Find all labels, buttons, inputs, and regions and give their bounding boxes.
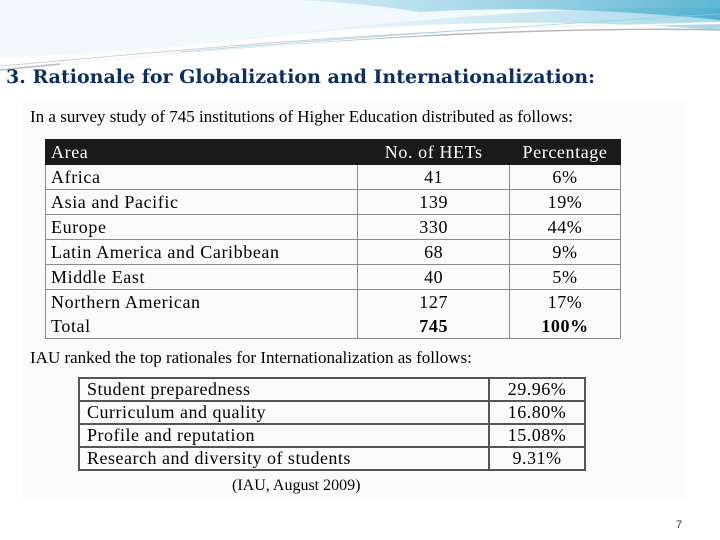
rationale-percentage-cell: 15.08% <box>489 424 585 447</box>
percentage-cell: 44% <box>510 215 621 240</box>
table-row <box>46 265 621 290</box>
hets-cell: 40 <box>358 265 510 290</box>
rationale-percentage-cell: 9.31% <box>489 447 585 470</box>
total-label: Total <box>46 314 358 339</box>
slide-title: 3. Rationale for Globalization and Internationalization: <box>6 66 596 88</box>
percentage-cell: 17% <box>510 290 621 315</box>
area-cell: Latin America and Caribbean <box>46 240 358 265</box>
survey-intro-text: In a survey study of 745 institutions of Higher Education distributed as follows: <box>30 107 573 126</box>
percentage-cell: 6% <box>510 165 621 190</box>
decorative-banner <box>0 0 720 75</box>
rationales-heading: IAU ranked the top rationales for Internationalization as follows: <box>30 348 472 367</box>
table-row <box>79 401 585 424</box>
table-row <box>46 290 621 315</box>
area-cell: Asia and Pacific <box>46 190 358 215</box>
table-row <box>46 240 621 265</box>
total-row <box>46 314 621 339</box>
area-cell: Middle East <box>46 265 358 290</box>
hets-distribution-table <box>45 139 621 339</box>
table-row <box>46 190 621 215</box>
hets-cell: 41 <box>358 165 510 190</box>
rationale-cell: Research and diversity of students <box>79 447 489 470</box>
total-hets: 745 <box>358 314 510 339</box>
table-row <box>79 447 585 470</box>
rationale-cell: Curriculum and quality <box>79 401 489 424</box>
column-header-hets: No. of HETs <box>358 140 510 165</box>
table-row <box>46 215 621 240</box>
rationale-cell: Student preparedness <box>79 378 489 401</box>
page-number: 7 <box>676 519 683 531</box>
hets-cell: 139 <box>358 190 510 215</box>
hets-cell: 68 <box>358 240 510 265</box>
rationales-table <box>78 377 586 471</box>
hets-cell: 127 <box>358 290 510 315</box>
table-row <box>79 378 585 401</box>
hets-cell: 330 <box>358 215 510 240</box>
percentage-cell: 19% <box>510 190 621 215</box>
area-cell: Northern American <box>46 290 358 315</box>
rationale-cell: Profile and reputation <box>79 424 489 447</box>
area-cell: Africa <box>46 165 358 190</box>
area-cell: Europe <box>46 215 358 240</box>
source-citation: (IAU, August 2009) <box>232 477 361 494</box>
rationale-percentage-cell: 29.96% <box>489 378 585 401</box>
percentage-cell: 5% <box>510 265 621 290</box>
column-header-area: Area <box>46 140 358 165</box>
total-percentage: 100% <box>510 314 621 339</box>
table-row <box>79 424 585 447</box>
rationale-percentage-cell: 16.80% <box>489 401 585 424</box>
column-header-percentage: Percentage <box>510 140 621 165</box>
percentage-cell: 9% <box>510 240 621 265</box>
table-row <box>46 165 621 190</box>
table-header-row <box>46 140 621 165</box>
